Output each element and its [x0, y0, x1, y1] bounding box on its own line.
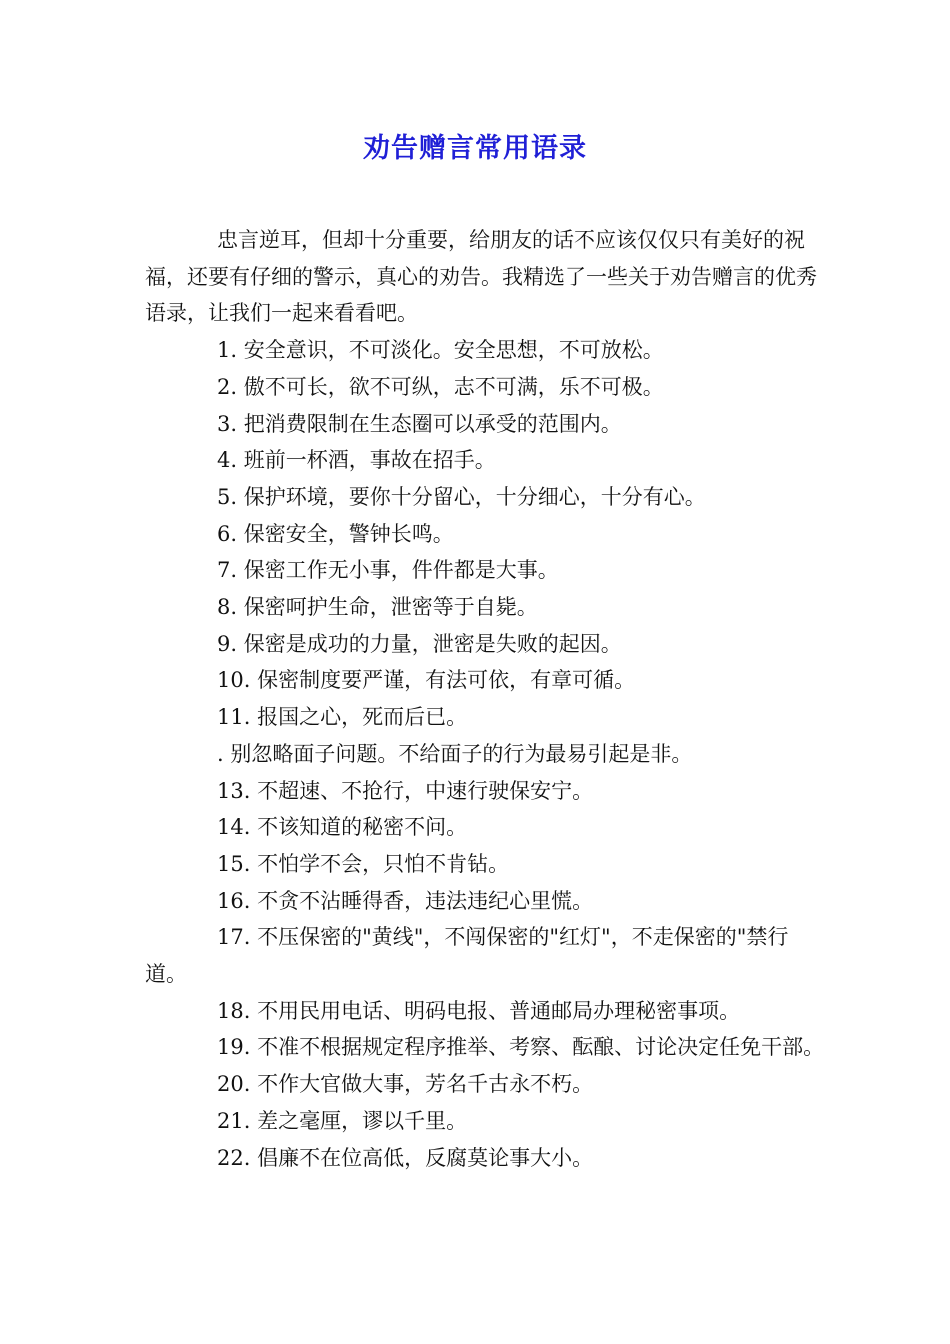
intro-text: 忠言逆耳，但却十分重要，给朋友的话不应该仅仅只有美好的祝福，还要有仔细的警示，真心的劝告。我精选了一些关于劝告赠言的优秀语录，让我们一起来看看吧。	[145, 228, 817, 326]
list-item	[145, 406, 825, 443]
list-item-text: 5. 保护环境，要你十分留心，十分细心，十分有心。	[217, 484, 706, 509]
list-item-text: 9. 保密是成功的力量，泄密是失败的起因。	[217, 631, 622, 656]
document-body	[145, 222, 825, 1176]
intro-paragraph	[145, 222, 825, 332]
list-item	[145, 1066, 825, 1103]
list-item-text: 16. 不贪不沾睡得香，违法违纪心里慌。	[217, 888, 594, 913]
list-item-text: 13. 不超速、不抢行，中速行驶保安宁。	[217, 778, 594, 803]
list-item	[145, 773, 825, 810]
list-item	[145, 809, 825, 846]
list-item	[145, 369, 825, 406]
list-item	[145, 699, 825, 736]
list-item-text: 7. 保密工作无小事，件件都是大事。	[217, 558, 559, 583]
list-item	[145, 736, 825, 773]
list-item	[145, 1029, 825, 1066]
document-title: 劝告赠言常用语录	[363, 133, 587, 164]
list-item-text: 22. 倡廉不在位高低，反腐莫论事大小。	[217, 1145, 594, 1170]
list-item-text: 8. 保密呵护生命，泄密等于自毙。	[217, 595, 538, 620]
list-item-text: 6. 保密安全，警钟长鸣。	[217, 521, 454, 546]
list-item	[145, 993, 825, 1030]
list-item	[145, 442, 825, 479]
list-item	[145, 332, 825, 369]
list-item-text: 20. 不作大官做大事，芳名千古永不朽。	[217, 1072, 594, 1097]
list-item-text: 10. 保密制度要严谨，有法可依，有章可循。	[217, 668, 636, 693]
list-item-text: 4. 班前一杯酒，事故在招手。	[217, 448, 496, 473]
list-item-text: 2. 傲不可长，欲不可纵，志不可满，乐不可极。	[217, 374, 664, 399]
list-item-text: 3. 把消费限制在生态圈可以承受的范围内。	[217, 411, 622, 436]
list-item	[145, 846, 825, 883]
list-item-text: . 别忽略面子问题。不给面子的行为最易引起是非。	[217, 741, 693, 766]
list-item-text: 18. 不用民用电话、明码电报、普通邮局办理秘密事项。	[217, 998, 741, 1023]
list-item-text: 17. 不压保密的"黄线"，不闯保密的"红灯"，不走保密的"禁行道。	[145, 925, 789, 987]
list-item-text: 19. 不准不根据规定程序推举、考察、酝酿、讨论决定任免干部。	[217, 1035, 825, 1060]
list-item	[145, 516, 825, 553]
list-item	[145, 589, 825, 626]
list-item-text: 1. 安全意识，不可淡化。安全思想，不可放松。	[217, 338, 664, 363]
list-item	[145, 479, 825, 516]
list-item	[145, 662, 825, 699]
list-item-text: 11. 报国之心，死而后已。	[217, 705, 468, 730]
list-item	[145, 883, 825, 920]
list-item	[145, 1103, 825, 1140]
list-item-text: 15. 不怕学不会，只怕不肯钻。	[217, 851, 510, 876]
list-item-text: 14. 不该知道的秘密不问。	[217, 815, 468, 840]
list-item	[145, 1140, 825, 1177]
list-item-text: 21. 差之毫厘，谬以千里。	[217, 1108, 468, 1133]
list-item	[145, 626, 825, 663]
list-item	[145, 919, 825, 992]
list-item	[145, 552, 825, 589]
